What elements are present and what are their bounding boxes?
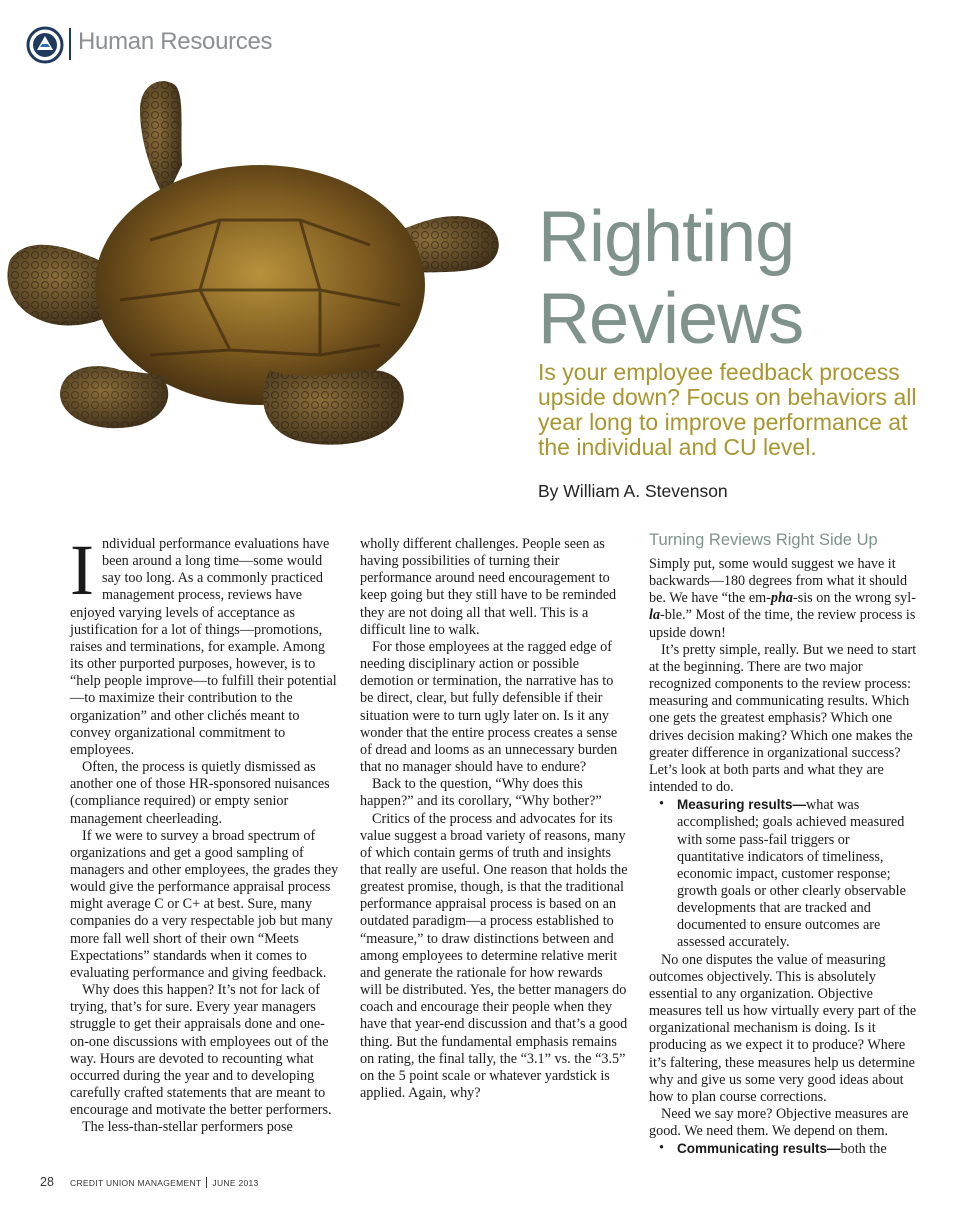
byline: By William A. Stevenson [538, 481, 728, 501]
header-divider [69, 28, 71, 60]
paragraph: If we were to survey a broad spectrum of organizations and get a good sampling of managers and other employees, the grades they would give the performance appraisal process might average C or C+ at best. Sure, many companies do a very respectable job but many more fall well short of their own “Meets Expectations” standards when it comes to evaluating performance and giving feedback. [70, 827, 339, 981]
paragraph [649, 556, 919, 642]
article-subtitle: Is your employee feedback process upside down? Focus on behaviors all year long to improve performance at the individual and CU level. [538, 359, 917, 460]
bullet-item [649, 1140, 919, 1158]
column-2 [360, 536, 628, 1102]
paragraph: wholly different challenges. People seen as having possibilities of turning their performance around need encouragement to keep going but they still have to be reminded they are not doing all that well. This is a difficult line to walk. [360, 536, 617, 638]
upside-down-turtle-image [0, 70, 520, 470]
paragraph: It’s pretty simple, really. But we need to start at the beginning. There are two major recognized components to the review process: measuring and communicating results. Which one gets the greatest emphasis? Which one drives decision making? Which one makes the greater difference in organizational success? Let’s look at both parts and what they are intended to do. [649, 641, 917, 796]
footer-divider [206, 1177, 207, 1188]
paragraph-text: ndividual performance evaluations have been around a long time—some would say too long. As a commonly practiced management process, reviews have enjoyed varying levels of acceptance as justification for a lot of things—promotions, raises and terminations, for example. Among its other purported purposes, however, is to “help people improve—to fulfill their potential—to maximize their contribution to the organization” and other clichés meant to convey organizational commitment to employees. [70, 536, 337, 758]
bullet-icon: • [659, 1140, 664, 1157]
bullet-lead: Measuring results— [677, 797, 807, 813]
column-1 [70, 530, 340, 1136]
bullet-lead: Communicating results— [677, 1141, 841, 1157]
column-3 [649, 530, 919, 1158]
paragraph: The less-than-stellar performers pose [82, 1119, 293, 1136]
paragraph: No one disputes the value of measuring outcomes objectively. This is absolutely essential to any organization. Objective measures tell us how virtually every part of the organizational mechanism is doing. Is it producing as we expect it to produce? Where it’s faltering, these measures help us determine why and give us some very good ideas about how to plan course corrections. [649, 951, 917, 1105]
bullet-text: what was accomplished; goals achieved measured with some pass-fail triggers or quantitative indicators of timeliness, economic impact, customer response; growth goals or other clearly observable developments that are tracked and documented to ensure outcomes are assessed accurately. [677, 797, 906, 951]
article-title [538, 196, 803, 360]
issue-date: JUNE 2013 [212, 1178, 259, 1188]
bullet-icon: • [659, 796, 664, 813]
emphasis-text: la [649, 607, 661, 624]
publication-name: CREDIT UNION MANAGEMENT [70, 1178, 202, 1188]
paragraph: For those employees at the ragged edge of needing disciplinary action or possible demotion or termination, the narrative has to be direct, clear, but fully defensible if their situation were to turn ugly later on. Is it any wonder that the entire process creates a sense of dread and looms as an unnecessary burden that no manager should have to endure? [360, 638, 618, 776]
bullet-text: both the [840, 1141, 887, 1158]
text-run: -sis on the wrong syl- [792, 590, 916, 607]
footer-credit [70, 1177, 259, 1188]
section-label: Human Resources [78, 28, 273, 55]
text-run: -ble.” Most of the time, the review process is upside down! [649, 607, 916, 641]
title-line-1: Righting [538, 197, 795, 277]
paragraph: Often, the process is quietly dismissed as another one of those HR-sponsored nuisances (compliance required) or empty senior management cheerleading. [70, 759, 330, 827]
paragraph [70, 530, 340, 759]
bullet-item [649, 796, 919, 951]
section-subhead: Turning Reviews Right Side Up [649, 531, 878, 549]
emphasis-text: pha [770, 590, 793, 607]
paragraph: Need we say more? Objective measures are good. We need them. We depend on them. [649, 1106, 909, 1140]
paragraph: Back to the question, “Why does this happen?” and its corollary, “Why bother?” [360, 776, 602, 810]
title-line-2: Reviews [538, 279, 804, 359]
drop-cap: I [70, 530, 94, 610]
paragraph: Why does this happen? It’s not for lack of trying, that’s for sure. Every year managers struggle to get their appraisals done and one-on-one discussions with employees out of the way. Hours are devoted to recounting what occurred during the year and to developing carefully crafted statements that are meant to encourage and motivate the better performers. [70, 982, 332, 1119]
page-number: 28 [40, 1175, 54, 1189]
cu-logo-icon [26, 26, 64, 64]
text-run: Simply put, some would suggest we have it backwards—180 degrees from what it should be. We have “the em- [649, 556, 908, 607]
paragraph: Critics of the process and advocates for its value suggest a broad variety of reasons, many of which contain germs of truth and insights that really are useful. One reason that holds the greatest promise, though, is that the traditional performance appraisal process is based on an outdated paradigm—a process established to “measure,” to draw distinctions between and among employees to determine relative merit and generate the rationale for how rewards will be distributed. Yes, the better managers do coach and encourage their people when they have that year-end discussion and that’s a good thing. But the fundamental emphasis remains on rating, the final tally, the “3.1” vs. the “3.5” on the 5 point scale or whatever yardstick is applied. Again, why? [360, 810, 628, 1101]
